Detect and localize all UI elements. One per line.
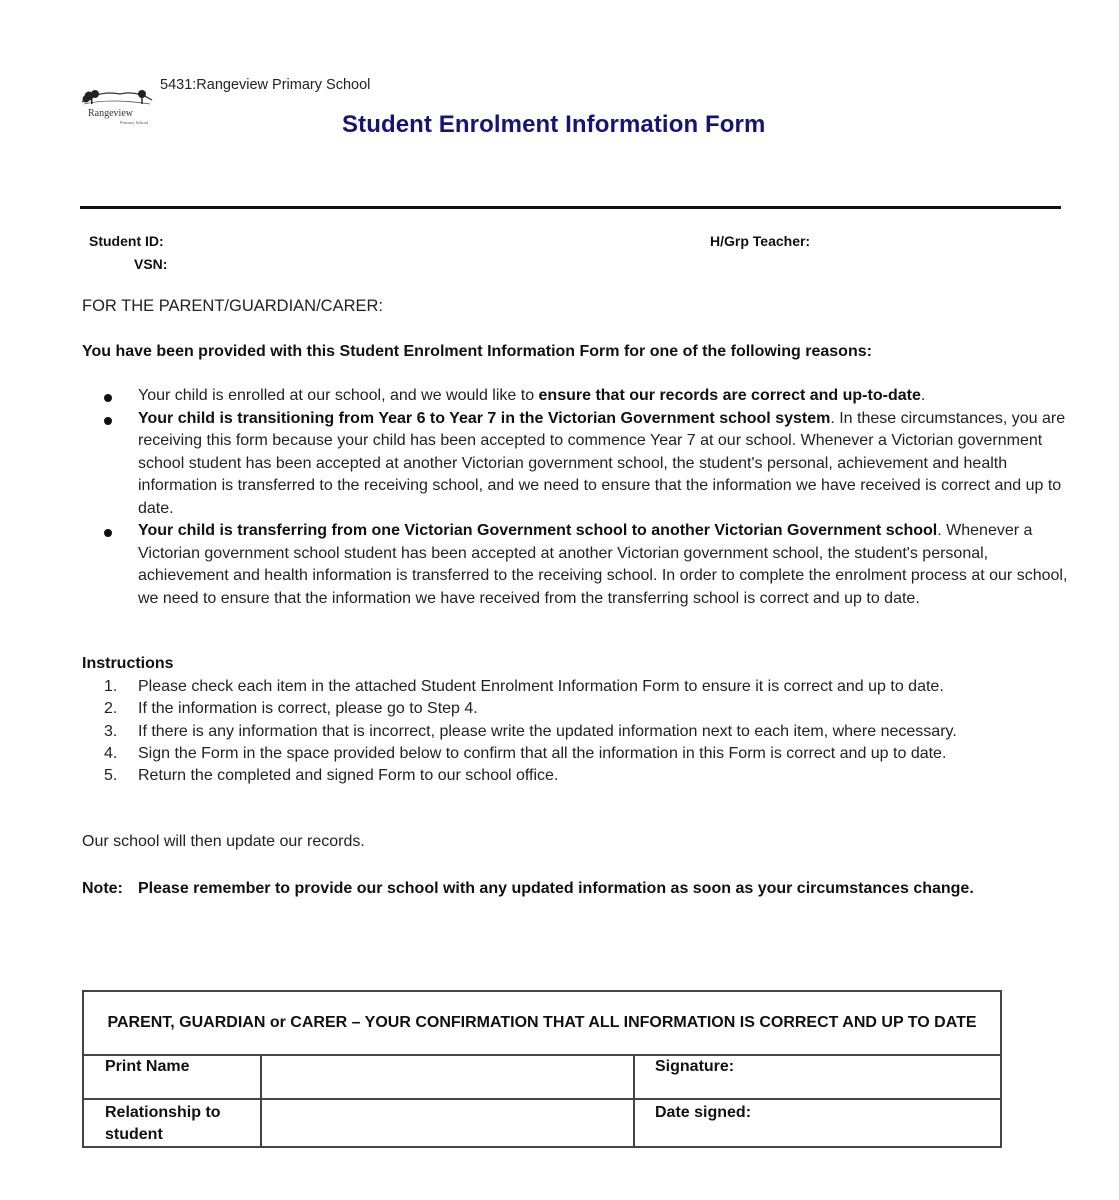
- logo-trees-hills-icon: [80, 86, 154, 130]
- student-id-label: Student ID:: [89, 233, 164, 249]
- audience-heading: FOR THE PARENT/GUARDIAN/CARER:: [82, 297, 384, 315]
- instructions-list: [82, 676, 1082, 787]
- instructions-heading: Instructions: [82, 655, 174, 672]
- signature-label: Signature:: [655, 1058, 735, 1075]
- hgrp-teacher-label: H/Grp Teacher:: [710, 233, 811, 249]
- page-title: Student Enrolment Information Form: [342, 111, 766, 138]
- signature-field[interactable]: [634, 1055, 1001, 1099]
- school-name: 5431:Rangeview Primary School: [160, 77, 371, 93]
- reason-item-transitioning: Your child is transitioning from Year 6 to Year 7 in the Victorian Government school system. In these circumstances, you are receiving this form because your child has been accepted to commence Year 7 at our school. Whenever a Victorian government school student has been accepted at another Victorian government school, the student's personal, achievement and health information is transferred to the receiving school, and we need to ensure that the information we have received is correct and up to date.: [82, 408, 1072, 521]
- instruction-step: 2. If the information is correct, please go to Step 4.: [104, 700, 478, 718]
- reason-item-transferring: Your child is transferring from one Victorian Government school to another Victorian Government school. Whenever a Victorian government school student has been accepted at another Victorian government school, the student's personal, achievement and health information is transferred to the receiving school. In order to complete the enrolment process at our school, we need to ensure that the information we have received from the transferring school is correct and up to date.: [82, 520, 1072, 610]
- school-logo: [80, 86, 154, 130]
- note-text: Please remember to provide our school with any updated information as soon as your circumstances change.: [138, 880, 974, 897]
- header-divider: [80, 206, 1061, 209]
- closing-text: Our school will then update our records.: [82, 833, 365, 850]
- instruction-step: 3. If there is any information that is incorrect, please write the updated information next to each item, where necessary.: [104, 722, 957, 740]
- print-name-label: Print Name: [83, 1055, 261, 1099]
- relationship-label: Relationship to student: [83, 1099, 261, 1147]
- confirmation-heading: PARENT, GUARDIAN or CARER – YOUR CONFIRMATION THAT ALL INFORMATION IS CORRECT AND UP TO DATE: [83, 991, 1001, 1055]
- instruction-step: 1. Please check each item in the attached Student Enrolment Information Form to ensure it is correct and up to date.: [104, 678, 944, 695]
- svg-text:Primary School: Primary School: [120, 120, 149, 125]
- confirmation-table: [82, 990, 1002, 1148]
- note-label: Note:: [82, 880, 123, 897]
- bullet-icon: [104, 529, 112, 537]
- bullet-icon: [104, 394, 112, 402]
- reason-item-enrolled: Your child is enrolled at our school, and we would like to ensure that our records are correct and up-to-date.: [82, 385, 1072, 408]
- instruction-step: 4. Sign the Form in the space provided below to confirm that all the information in this Form is correct and up to date.: [104, 744, 947, 762]
- print-name-field[interactable]: [261, 1055, 634, 1099]
- svg-text:Rangeview: Rangeview: [88, 108, 133, 119]
- date-signed-label: Date signed:: [655, 1104, 752, 1121]
- bullet-icon: [104, 417, 112, 425]
- vsn-label: VSN:: [134, 256, 168, 272]
- relationship-field[interactable]: [261, 1099, 634, 1147]
- note: [82, 878, 1042, 901]
- date-signed-field[interactable]: [634, 1099, 1001, 1147]
- reasons-heading: You have been provided with this Student Enrolment Information Form for one of the following reasons:: [82, 343, 872, 360]
- reasons-list: [82, 385, 1072, 610]
- instruction-step: 5. Return the completed and signed Form to our school office.: [104, 767, 559, 785]
